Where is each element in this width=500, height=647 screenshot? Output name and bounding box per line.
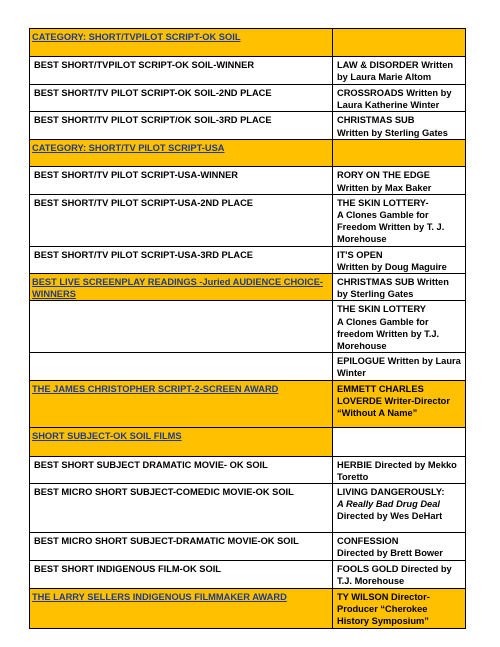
winner-text: RORY ON THE EDGE Written by Max Baker (337, 170, 432, 193)
award-name-cell (30, 246, 333, 273)
category-label: CATEGORY: SHORT/TV PILOT SCRIPT-USA (32, 143, 225, 154)
winner-text: IT'S OPEN Written by Doug Maguire (337, 249, 447, 272)
award-name-cell (30, 561, 333, 589)
award-name: BEST SHORT/TV PILOT SCRIPT-USA-WINNER (34, 170, 239, 181)
winner-text: FOOLS GOLD Directed by T.J. Morehouse (337, 564, 452, 587)
winner-text: CONFESSION Directed by Brett Bower (337, 536, 443, 559)
category-cell (30, 589, 333, 629)
award-name-cell (30, 167, 333, 194)
category-label: SHORT SUBJECT-OK SOIL FILMS (32, 430, 182, 441)
category-cell (30, 427, 333, 456)
winner-text: CROSSROADS Written by Laura Katherine Winter (337, 88, 452, 111)
winner-text: CHRISTMAS SUB Written by Sterling Gates (337, 277, 449, 300)
winner-cell (333, 112, 466, 140)
award-row (30, 353, 466, 380)
category-cell (30, 380, 333, 427)
award-name: BEST SHORT SUBJECT DRAMATIC MOVIE- OK SOIL (34, 459, 268, 470)
award-name: BEST SHORT/TVPILOT SCRIPT-OK SOIL-WINNER (34, 60, 255, 70)
award-name-cell (30, 194, 333, 246)
category-label: THE JAMES CHRISTOPHER SCRIPT-2-SCREEN AWARD (32, 383, 279, 394)
winner-cell (333, 533, 466, 561)
award-name-cell (30, 301, 333, 353)
award-name-cell (30, 456, 333, 483)
winner-cell (333, 353, 466, 380)
award-row (30, 533, 466, 561)
winner-subtitle: A Really Bad Drug Deal (337, 499, 440, 510)
winner-text: THE SKIN LOTTERY- A Clones Gamble for Freedom Written by T. J. Morehouse (337, 197, 445, 245)
award-row (30, 301, 466, 353)
award-row (30, 85, 466, 112)
award-row (30, 246, 466, 273)
award-name: BEST SHORT/TV PILOT SCRIPT-USA-2ND PLACE (34, 197, 254, 208)
award-row (30, 456, 466, 483)
category-row (30, 29, 466, 57)
category-cell (30, 140, 333, 167)
award-row (30, 484, 466, 533)
category-label: BEST LIVE SCREENPLAY READINGS -Juried AUDIENCE CHOICE-WINNERS (32, 277, 324, 300)
award-name-cell (30, 57, 333, 85)
winner-cell (333, 456, 466, 483)
winner-text: TY WILSON Director-Producer “Cherokee History Symposium” (337, 592, 430, 627)
winner-cell (333, 57, 466, 85)
award-row (30, 167, 466, 194)
winner-cell (333, 246, 466, 273)
category-cell (30, 29, 333, 57)
category-cell (30, 274, 333, 301)
award-name: BEST SHORT/TV PILOT SCRIPT/OK SOIL-3RD PLACE (34, 115, 272, 126)
award-name-cell (30, 112, 333, 140)
category-row (30, 380, 466, 427)
winner-cell (333, 29, 466, 57)
winner-cell (333, 380, 466, 427)
award-row (30, 112, 466, 140)
award-name: BEST MICRO SHORT SUBJECT-DRAMATIC MOVIE-OK SOIL (34, 536, 299, 547)
winner-cell (333, 194, 466, 246)
winner-cell (333, 561, 466, 589)
winner-cell (333, 167, 466, 194)
category-row (30, 589, 466, 629)
award-row (30, 194, 466, 246)
category-label: CATEGORY: SHORT/TVPILOT SCRIPT-OK SOIL (32, 32, 241, 42)
award-name-cell (30, 533, 333, 561)
category-label: THE LARRY SELLERS INDIGENOUS FILMMAKER AWARD (32, 592, 287, 603)
winner-text: EPILOGUE Written by Laura Winter (337, 356, 461, 379)
award-name-cell (30, 85, 333, 112)
winner-cell (333, 274, 466, 301)
winner-text: LAW & DISORDER Written by Laura Marie Altom (337, 60, 454, 83)
winner-cell (333, 140, 466, 167)
winner-cell (333, 589, 466, 629)
awards-table (29, 28, 466, 629)
winner-cell (333, 301, 466, 353)
category-row (30, 140, 466, 167)
winner-text: CHRISTMAS SUB Written by Sterling Gates (337, 115, 448, 138)
award-row (30, 561, 466, 589)
category-row (30, 427, 466, 456)
award-row (30, 57, 466, 85)
award-name: BEST MICRO SHORT SUBJECT-COMEDIC MOVIE-OK SOIL (34, 487, 294, 498)
winner-cell (333, 427, 466, 456)
award-name: BEST SHORT/TV PILOT SCRIPT-USA-3RD PLACE (34, 249, 254, 260)
award-name-cell (30, 484, 333, 533)
winner-cell (333, 484, 466, 533)
winner-text: HERBIE Directed by Mekko Toretto (337, 459, 457, 482)
award-name: BEST SHORT/TV PILOT SCRIPT-OK SOIL-2ND PLACE (34, 88, 272, 98)
winner-cell (333, 85, 466, 112)
winner-title: LIVING DANGEROUSLY: (337, 487, 445, 498)
winner-credit: Directed by Wes DeHart (337, 511, 443, 522)
category-row (30, 274, 466, 301)
award-name: BEST SHORT INDIGENOUS FILM-OK SOIL (34, 564, 221, 575)
winner-text: THE SKIN LOTTERY A Clones Gamble for freedom Written by T.J. Morehouse (337, 304, 440, 352)
winner-text: EMMETT CHARLES LOVERDE Writer-Director “Without A Name” (337, 383, 450, 419)
award-name-cell (30, 353, 333, 380)
awards-table-container (29, 28, 466, 629)
